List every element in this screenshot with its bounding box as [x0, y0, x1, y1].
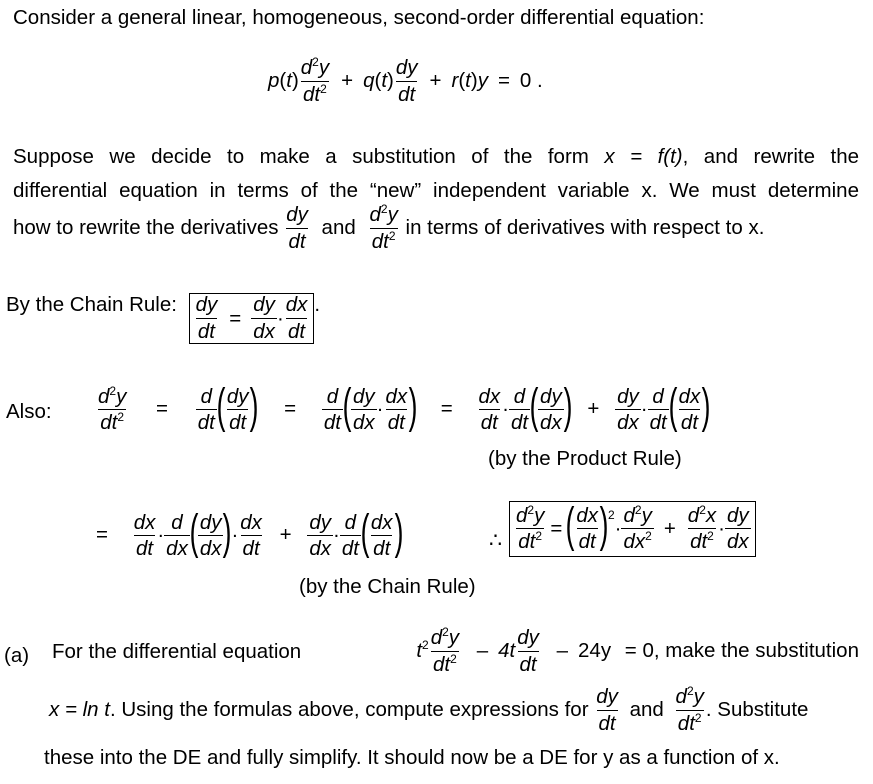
para2-l1a: Suppose we decide to make a substitution of the form — [13, 145, 589, 168]
part-a-l1a: For the differential equation — [52, 639, 302, 663]
chain-rule-note: (by the Chain Rule) — [299, 575, 476, 598]
para2-line2: differential equation in terms of the “new” independent variable x. We must determine — [13, 179, 859, 202]
part-a-l1b: , make the substitution — [653, 638, 859, 662]
t-squared: t — [416, 638, 423, 662]
var-y: y — [477, 68, 488, 92]
para2-line3 — [13, 202, 765, 253]
also-derivation: $\frac{d^2y}{dt^2}$ = $\frac{d}{dt}$ ( $\frac{dy}{dt}$ ) = $\frac{d}{dt}$ ( $\frac{dy}{dx}$ · $\frac{dx}{dt}$ ) = $\frac{dx}{dt}$ · $\frac{d}{dt}$ ( $\frac{dy}{dx}$ ) + $\frac{dy}{dx}$ · $\frac{d}{dt}$ ( $\frac{dx}{dt}$ ) — [98, 380, 711, 434]
intro-text: Consider a general linear, homogeneous, second-order differential equation: — [13, 6, 705, 29]
num-y: y — [318, 56, 330, 79]
d2y-dt2-fraction — [299, 55, 331, 106]
q-coefficient: q — [363, 68, 375, 92]
part-a-l2c: . Substitute — [705, 697, 809, 721]
part-a-l2b: . Using the formulas above, compute expressions for — [109, 697, 589, 721]
var-t: t — [286, 68, 292, 92]
para2-l1c: , and rewrite the — [682, 145, 859, 168]
and-word-2: and — [629, 697, 664, 721]
product-rule-note: (by the Product Rule) — [488, 447, 682, 470]
para2-l3a: how to rewrite the derivatives — [13, 215, 279, 239]
p-coefficient: p — [268, 68, 280, 92]
therefore-symbol: ∴ — [489, 529, 503, 552]
part-a-label: (a) — [4, 644, 30, 667]
den-dt: dt — [303, 82, 321, 106]
equals-zero: = 0 — [624, 638, 654, 662]
rhs-zero: 0 — [519, 68, 532, 92]
minus-4t: 4t — [498, 638, 516, 662]
dy-dt-fraction: $\frac{dy}{dt}$ — [286, 203, 308, 253]
chain-derivation: = $\frac{dx}{dt}$ · $\frac{d}{dx}$ ( $\frac{dy}{dx}$ )· $\frac{dx}{dt}$ + $\frac{dy}{dx}$ · $\frac{d}{dt}$ ( $\frac{dx}{dt}$ ) — [96, 506, 403, 560]
var-t: t — [381, 68, 388, 92]
var-t: t — [465, 68, 471, 92]
num-d: d — [300, 56, 313, 79]
part-a-line2: x = ln t. Using the formulas above, compute expressions for $\frac{dy}{dt}$ and $\frac{d^2y}{dt^2}$ . Substitute — [49, 684, 809, 735]
para2-line1 — [13, 145, 859, 169]
dy-dt-fraction: $\frac{dy}{dt}$ — [395, 56, 418, 106]
result-box: $\frac{d^2y}{dt^2}$ = ( dx dt ) $^2$ · $d^2y$ $dx^2$ + $\frac{d^2x}{dt^2}$ · dy dx — [509, 501, 756, 557]
also-label: Also: — [6, 400, 52, 423]
part-a-line3: these into the DE and fully simplify. It should now be a DE for y as a function of x. — [44, 746, 780, 769]
chain-rule-box: $\frac{dy}{dt}$ = $\frac{dy}{dx}$ · dx dt — [189, 293, 315, 344]
general-de-equation: p(t) $\frac{d^2y}{dt^2}$ + q(t) $\frac{dy}{dt}$ + r(t)y = 0 . — [268, 55, 543, 106]
part-a-line1: For the differential equation $t^2$ $\frac{d^2y}{dt^2}$ – 4t $\frac{dy}{dt}$ – 24y = 0, make the substitution — [52, 625, 859, 676]
chain-rule-label: By the Chain Rule: — [6, 293, 177, 316]
and-word: and — [321, 215, 356, 239]
r-coefficient: r — [451, 68, 459, 92]
sq: 2 — [312, 55, 319, 70]
x-equals-ln-t: x = ln t — [49, 697, 110, 721]
substitution-form: x = f(t) — [604, 145, 683, 168]
minus-24y: 24y — [578, 638, 612, 662]
chain-rule-row: By the Chain Rule: $\frac{dy}{dt}$ = $\frac{dy}{dx}$ · dx dt . — [6, 293, 321, 343]
para2-l3b: in terms of derivatives with respect to x. — [405, 215, 765, 239]
d2y-dt2-fraction: $\frac{d^2y}{dt^2}$ — [369, 202, 398, 253]
sq: 2 — [320, 81, 327, 96]
